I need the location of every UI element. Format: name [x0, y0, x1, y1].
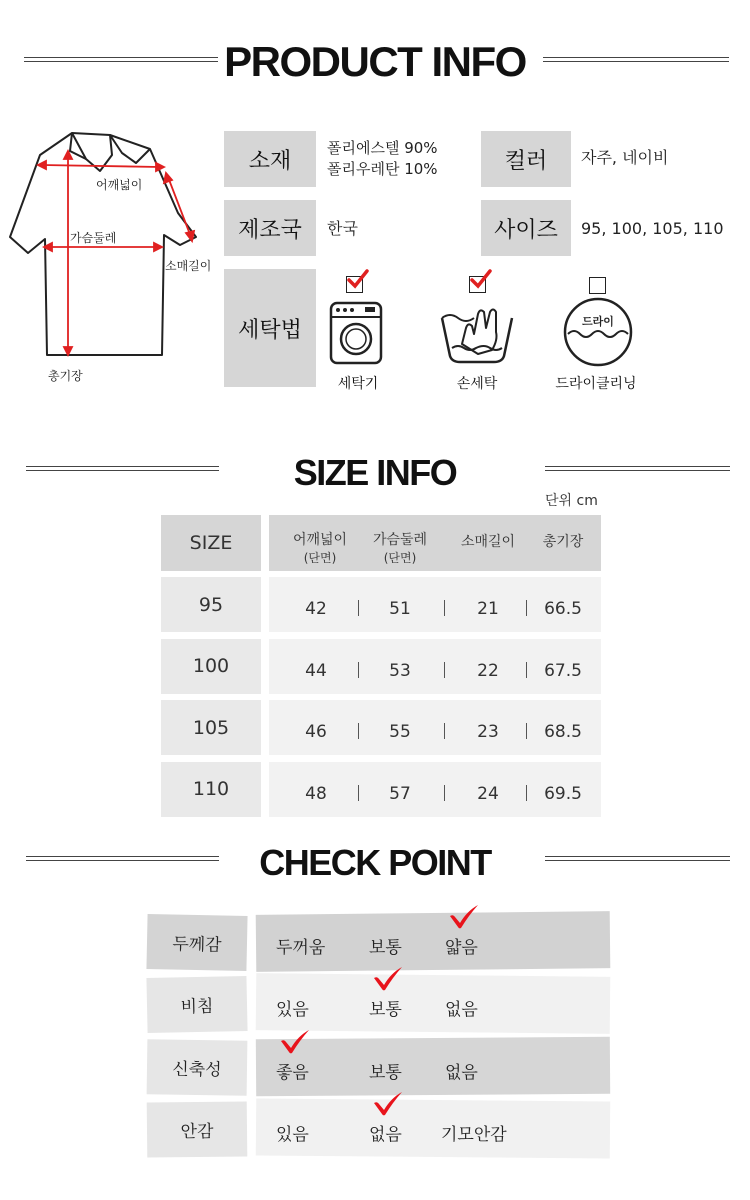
size-label: 사이즈 [481, 200, 571, 256]
size-cell-divider [444, 785, 445, 801]
size-column-name: 소매길이 [460, 534, 516, 550]
size-cell-divider [444, 662, 445, 678]
size-cell: 24 [477, 783, 499, 804]
size-cell: 53 [389, 660, 411, 681]
checkpoint-label: 안감 [147, 1101, 248, 1157]
checkpoint-label: 비침 [146, 976, 247, 1033]
diagram-label-length: 총기장 [48, 369, 83, 383]
diagram-label-shoulder: 어깨넓이 [96, 178, 143, 192]
size-info-title: SIZE INFO [293, 452, 457, 493]
size-row-label: 105 [161, 700, 261, 755]
checkpoint-option[interactable]: 없음 [445, 1000, 478, 1020]
size-row-label: 100 [161, 639, 261, 694]
selected-check-icon [278, 1028, 312, 1054]
size-cell: 21 [477, 599, 499, 619]
selected-check-icon [447, 903, 481, 929]
size-cell: 66.5 [544, 599, 582, 619]
wash-checkbox-dry[interactable] [589, 277, 606, 294]
checkpoint-option[interactable]: 보통 [369, 938, 402, 958]
size-cell: 67.5 [544, 660, 582, 681]
size-cell: 23 [477, 722, 499, 742]
size-column-sub: (단면) [383, 551, 417, 565]
diagram-label-chest: 가슴둘레 [70, 231, 117, 245]
size-row-label: 95 [161, 577, 261, 632]
checkpoint-option[interactable]: 두꺼움 [276, 938, 326, 958]
wash-label-hand: 손세탁 [456, 376, 498, 392]
size-column-header [355, 531, 445, 567]
size-cell-divider [358, 785, 359, 801]
checkpoint-option[interactable]: 없음 [445, 1063, 478, 1083]
selected-check-icon [371, 1090, 405, 1116]
size-cell: 46 [305, 722, 327, 742]
size-cell-divider [526, 785, 527, 801]
size-column-name: 총기장 [542, 534, 584, 550]
size-cell-divider [526, 723, 527, 739]
size-cell: 55 [389, 722, 411, 742]
dry-clean-icon [562, 296, 634, 368]
size-cell: 44 [305, 660, 327, 681]
size-value: 95, 100, 105, 110 [581, 219, 724, 238]
checkpoint-option[interactable]: 좋음 [276, 1063, 309, 1083]
checkpoint-label: 두께감 [146, 914, 247, 971]
check-point-title: CHECK POINT [259, 842, 491, 883]
material-label: 소재 [224, 131, 316, 187]
color-value: 자주, 네이비 [581, 148, 669, 167]
color-label: 컬러 [481, 131, 571, 187]
dry-clean-badge: 드라이 [582, 315, 614, 328]
size-cell: 69.5 [544, 783, 582, 804]
size-cell: 68.5 [544, 722, 582, 742]
size-column-header [275, 531, 365, 567]
size-cell-divider [526, 600, 527, 616]
checkpoint-option[interactable]: 보통 [369, 1063, 402, 1083]
size-cell: 57 [389, 783, 411, 804]
material-line1: 폴리에스텔 90% [327, 139, 438, 157]
selected-check-icon [371, 965, 405, 991]
size-unit: 단위 cm [545, 493, 598, 509]
size-cell-divider [444, 723, 445, 739]
size-cell-divider [444, 600, 445, 616]
checkpoint-option[interactable]: 있음 [276, 1125, 309, 1145]
size-cell: 48 [305, 783, 327, 804]
size-cell-divider [358, 600, 359, 616]
size-cell: 51 [389, 599, 411, 619]
size-header-label: SIZE [161, 515, 261, 571]
diagram-label-sleeve: 소매길이 [165, 259, 212, 273]
size-row-label: 110 [161, 762, 261, 817]
product-info-title: PRODUCT INFO [224, 38, 526, 85]
checkmark-icon [346, 268, 370, 290]
wash-label-machine: 세탁기 [337, 376, 379, 392]
hand-wash-icon [438, 304, 516, 366]
origin-label: 제조국 [224, 200, 316, 256]
material-line2: 폴리우레탄 10% [327, 160, 438, 178]
checkpoint-label: 신축성 [147, 1039, 248, 1095]
wash-label: 세탁법 [224, 269, 316, 387]
checkpoint-option[interactable]: 없음 [369, 1125, 402, 1145]
washing-machine-icon [329, 301, 383, 365]
checkpoint-option[interactable]: 보통 [369, 1000, 402, 1020]
checkpoint-option[interactable]: 기모안감 [441, 1125, 507, 1145]
size-column-name: 어깨넓이 [292, 532, 348, 548]
checkmark-icon [469, 268, 493, 290]
size-cell: 42 [305, 599, 327, 619]
size-column-header [518, 533, 608, 551]
origin-value: 한국 [327, 219, 358, 238]
size-column-sub: (단면) [303, 551, 337, 565]
size-cell-divider [358, 723, 359, 739]
size-cell-divider [526, 662, 527, 678]
size-cell-divider [358, 662, 359, 678]
checkpoint-option[interactable]: 얇음 [445, 938, 478, 958]
size-cell: 22 [477, 660, 499, 681]
checkpoint-option[interactable]: 있음 [276, 1000, 309, 1020]
wash-label-dry: 드라이클리닝 [555, 376, 637, 392]
size-column-name: 가슴둘레 [372, 532, 428, 548]
